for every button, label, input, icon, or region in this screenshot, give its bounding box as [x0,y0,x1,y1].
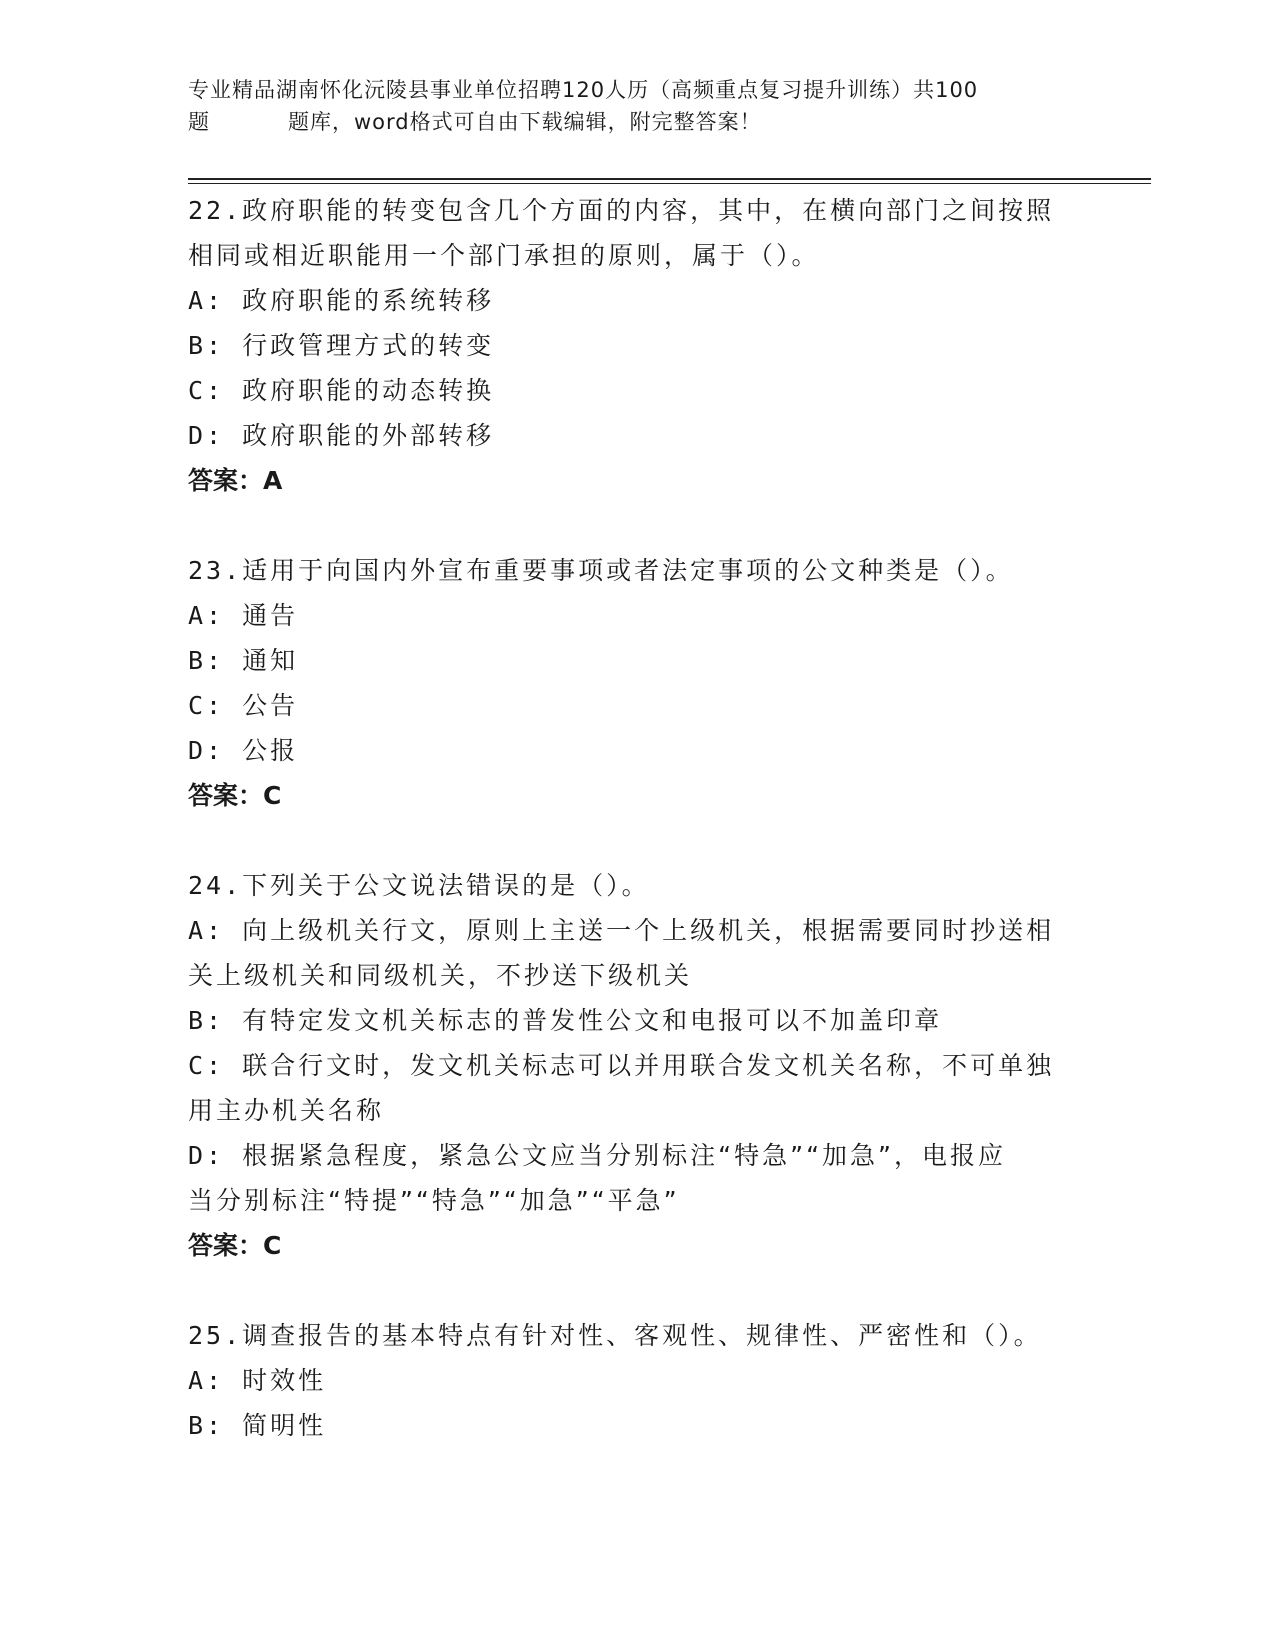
option-label: B: [188,1006,225,1035]
option-text: 公告 [242,691,299,720]
option-a-line [188,278,1088,323]
option-d-line [188,413,1088,458]
option-text: 简明性 [242,1411,327,1440]
header-title-line2 [188,106,1088,138]
header-divider-thick [188,178,1151,180]
question-number: 22. [188,196,243,225]
question-list [188,188,1088,1493]
option-text: 通知 [242,646,299,675]
option-text: 联合行文时，发文机关标志可以并用联合发文机关名称，不可单独 [242,1051,1055,1080]
option-label: A: [188,601,225,630]
option-label: B: [188,1411,225,1440]
header-divider-thin [188,183,1151,184]
question-stem-line [188,188,1088,233]
option-label: D: [188,736,225,765]
document-header [188,74,1088,138]
option-label: A: [188,286,225,315]
question-number: 25. [188,1321,243,1350]
option-c-line [188,1043,1088,1088]
option-c-line [188,683,1088,728]
option-text: 当分别标注“特提”“特急”“加急”“平急” [188,1186,680,1215]
question-item [188,1313,1088,1448]
option-c-line [188,1088,1088,1133]
option-d-line [188,728,1088,773]
option-a-line [188,908,1088,953]
header-line2-lead: 题 [188,110,210,134]
option-text: 通告 [242,601,299,630]
question-stem-text: 适用于向国内外宣布重要事项或者法定事项的公文种类是（）。 [242,556,1014,585]
option-text: 时效性 [242,1366,327,1395]
option-label: C: [188,376,225,405]
question-item [188,188,1088,503]
option-text: 向上级机关行文，原则上主送一个上级机关，根据需要同时抄送相 [242,916,1055,945]
question-stem-line [188,233,1088,278]
option-label: D: [188,421,225,450]
option-b-line [188,998,1088,1043]
option-label: B: [188,646,225,675]
option-label: C: [188,1051,225,1080]
header-title-line1: 专业精品湖南怀化沅陵县事业单位招聘120人历（高频重点复习提升训练）共100 [188,78,979,102]
option-label: D: [188,1141,225,1170]
option-text: 行政管理方式的转变 [242,331,495,360]
question-item [188,548,1088,818]
header-line2-rest: 题库，word格式可自由下载编辑，附完整答案！ [288,110,762,134]
option-text: 有特定发文机关标志的普发性公文和电报可以不加盖印章 [242,1006,943,1035]
question-stem-line [188,548,1088,593]
option-label: B: [188,331,225,360]
option-text: 政府职能的外部转移 [242,421,495,450]
option-d-line [188,1133,1088,1178]
question-stem-text: 下列关于公文说法错误的是（）。 [242,871,650,900]
option-text: 根据紧急程度，紧急公文应当分别标注“特急”“加急”，电报应 [242,1141,1006,1170]
option-a-line [188,593,1088,638]
question-stem-text: 相同或相近职能用一个部门承担的原则，属于（）。 [188,241,820,270]
option-b-line [188,323,1088,368]
option-text: 关上级机关和同级机关，不抄送下级机关 [188,961,693,990]
question-number: 24. [188,871,243,900]
option-c-line [188,368,1088,413]
question-stem-text: 调查报告的基本特点有针对性、客观性、规律性、严密性和（）。 [242,1321,1042,1350]
question-stem-text: 政府职能的转变包含几个方面的内容，其中，在横向部门之间按照 [242,196,1055,225]
answer-line: 答案：C [188,1231,282,1260]
option-d-line [188,1178,1088,1223]
option-label: A: [188,1366,225,1395]
option-a-line [188,953,1088,998]
answer-line: 答案：A [188,466,283,495]
option-b-line [188,638,1088,683]
question-stem-line [188,863,1088,908]
option-text: 政府职能的系统转移 [242,286,495,315]
option-text: 政府职能的动态转换 [242,376,495,405]
answer-line: 答案：C [188,781,282,810]
option-label: C: [188,691,225,720]
question-item [188,863,1088,1268]
option-text: 用主办机关名称 [188,1096,385,1125]
option-label: A: [188,916,225,945]
question-stem-line [188,1313,1088,1358]
option-b-line [188,1403,1088,1448]
option-text: 公报 [242,736,299,765]
option-a-line [188,1358,1088,1403]
question-number: 23. [188,556,243,585]
